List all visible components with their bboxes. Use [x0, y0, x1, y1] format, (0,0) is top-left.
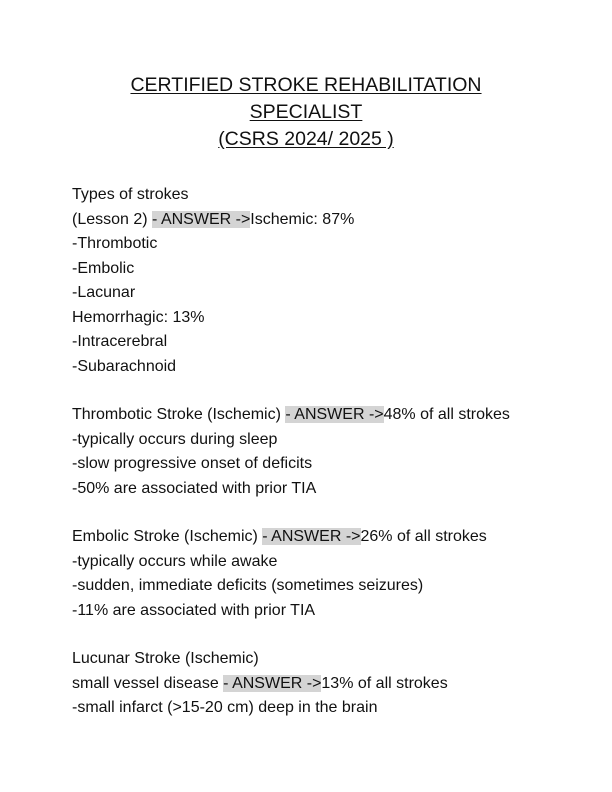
- answer-line: -Subarachnoid: [72, 357, 177, 375]
- answer-marker: - ANSWER ->: [152, 210, 251, 228]
- question-answer-line: [72, 403, 540, 428]
- question-text: small vessel disease: [72, 674, 224, 692]
- qa-entry-embolic-stroke: [72, 525, 540, 623]
- answer-marker: - ANSWER ->: [223, 674, 322, 692]
- answer-line: -Thrombotic: [72, 235, 158, 252]
- title-line-2: (CSRS 2024/ 2025 ): [218, 128, 394, 150]
- answer-line: -typically occurs while awake: [72, 552, 278, 570]
- qa-entry-thrombotic-stroke: [72, 403, 540, 501]
- answer-text: 26% of all strokes: [360, 528, 487, 545]
- question-answer-line: [72, 672, 540, 697]
- qa-entry-types-of-strokes: [72, 183, 540, 379]
- answer-line: -Embolic: [72, 259, 135, 277]
- question-text: Thrombotic Stroke (Ischemic): [72, 406, 286, 423]
- question-text: Embolic Stroke (Ischemic): [72, 528, 263, 545]
- answer-marker: - ANSWER ->: [262, 528, 361, 545]
- title-line-1: CERTIFIED STROKE REHABILITATION SPECIALIST: [130, 74, 482, 123]
- answer-line: -typically occurs during sleep: [72, 430, 278, 448]
- answer-line: -Lacunar: [72, 284, 136, 301]
- answer-line: -11% are associated with prior TIA: [72, 601, 316, 619]
- document-title: [72, 72, 540, 153]
- question-answer-line: [72, 525, 540, 550]
- answer-text: 13% of all strokes: [321, 674, 448, 692]
- answer-text: Ischemic: 87%: [250, 210, 355, 228]
- answer-line: -Intracerebral: [72, 333, 168, 350]
- question-text: (Lesson 2): [72, 210, 153, 228]
- answer-text: 48% of all strokes: [383, 406, 510, 423]
- answer-marker: - ANSWER ->: [285, 406, 384, 423]
- question-answer-line: [72, 208, 540, 233]
- question-line: Types of strokes: [72, 186, 189, 203]
- qa-entry-lucunar-stroke: [72, 647, 540, 721]
- question-line: Lucunar Stroke (Ischemic): [72, 650, 259, 667]
- answer-line: -slow progressive onset of deficits: [72, 455, 313, 472]
- answer-line: -sudden, immediate deficits (sometimes seizures): [72, 577, 424, 594]
- answer-line: -small infarct (>15-20 cm) deep in the brain: [72, 699, 378, 716]
- answer-line: -50% are associated with prior TIA: [72, 479, 317, 497]
- answer-line: Hemorrhagic: 13%: [72, 308, 205, 326]
